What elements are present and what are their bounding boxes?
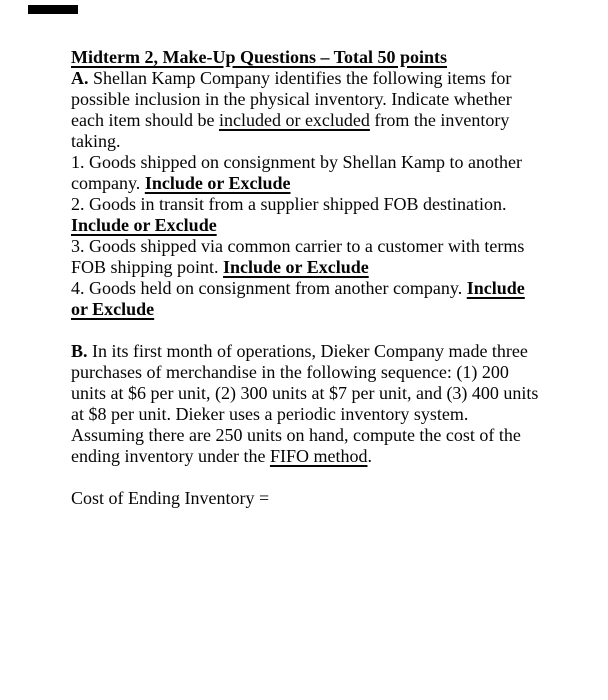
text-line xyxy=(71,404,557,425)
emphasized-text: included or excluded xyxy=(218,110,370,130)
text-line xyxy=(71,299,557,320)
text-line xyxy=(71,110,557,131)
emphasized-text: Midterm 2, Make-Up Questions – Total 50 points xyxy=(71,47,448,67)
text-line xyxy=(71,152,557,173)
text-run: 1. Goods shipped on consignment by Shellan Kamp to another xyxy=(71,152,522,172)
text-run: Cost of Ending Inventory = xyxy=(71,488,270,508)
emphasized-text: B. xyxy=(71,341,88,361)
text-run: 2. Goods in transit from a supplier shipped FOB destination. xyxy=(71,194,507,214)
text-line xyxy=(71,215,557,236)
text-line xyxy=(71,362,557,383)
text-run: units at $6 per unit, (2) 300 units at $7 per unit, and (3) 400 units xyxy=(71,383,539,403)
text-line xyxy=(71,257,557,278)
text-run: purchases of merchandise in the following sequence: (1) 200 xyxy=(71,362,509,382)
text-line xyxy=(71,341,557,362)
text-run: Assuming there are 250 units on hand, compute the cost of the xyxy=(71,425,521,445)
text-line xyxy=(71,488,557,509)
blank-line xyxy=(71,320,557,341)
text-line xyxy=(71,446,557,467)
text-line xyxy=(71,68,557,89)
emphasized-text: Include or Exclude xyxy=(144,173,291,193)
text-run: taking. xyxy=(71,131,121,151)
text-line xyxy=(71,89,557,110)
text-run: Shellan Kamp Company identifies the following items for xyxy=(88,68,512,88)
text-run: company. xyxy=(71,173,145,193)
corner-mark xyxy=(28,5,78,14)
text-run: each item should be xyxy=(71,110,219,130)
text-line xyxy=(71,131,557,152)
text-run: ending inventory under the xyxy=(71,446,270,466)
emphasized-text: Include xyxy=(466,278,525,298)
text-run: possible inclusion in the physical inventory. Indicate whether xyxy=(71,89,512,109)
text-line xyxy=(71,425,557,446)
text-run: In its first month of operations, Dieker Company made three xyxy=(87,341,528,361)
text-run: 4. Goods held on consignment from another company. xyxy=(71,278,467,298)
text-run: . xyxy=(367,446,372,466)
emphasized-text: FIFO method xyxy=(269,446,368,466)
text-run: from the inventory xyxy=(369,110,510,130)
text-run: at $8 per unit. Dieker uses a periodic inventory system. xyxy=(71,404,469,424)
emphasized-text: Include or Exclude xyxy=(223,257,369,277)
emphasized-text: or Exclude xyxy=(71,299,155,319)
text-line xyxy=(71,278,557,299)
emphasized-text: A. xyxy=(71,68,89,88)
blank-line xyxy=(71,467,557,488)
text-line xyxy=(71,194,557,215)
text-line xyxy=(71,383,557,404)
text-line xyxy=(71,173,557,194)
text-line xyxy=(71,47,557,68)
question-text xyxy=(71,47,557,509)
text-line xyxy=(71,236,557,257)
text-run: 3. Goods shipped via common carrier to a customer with terms xyxy=(71,236,525,256)
text-run: FOB shipping point. xyxy=(71,257,224,277)
emphasized-text: Include or Exclude xyxy=(71,215,217,235)
